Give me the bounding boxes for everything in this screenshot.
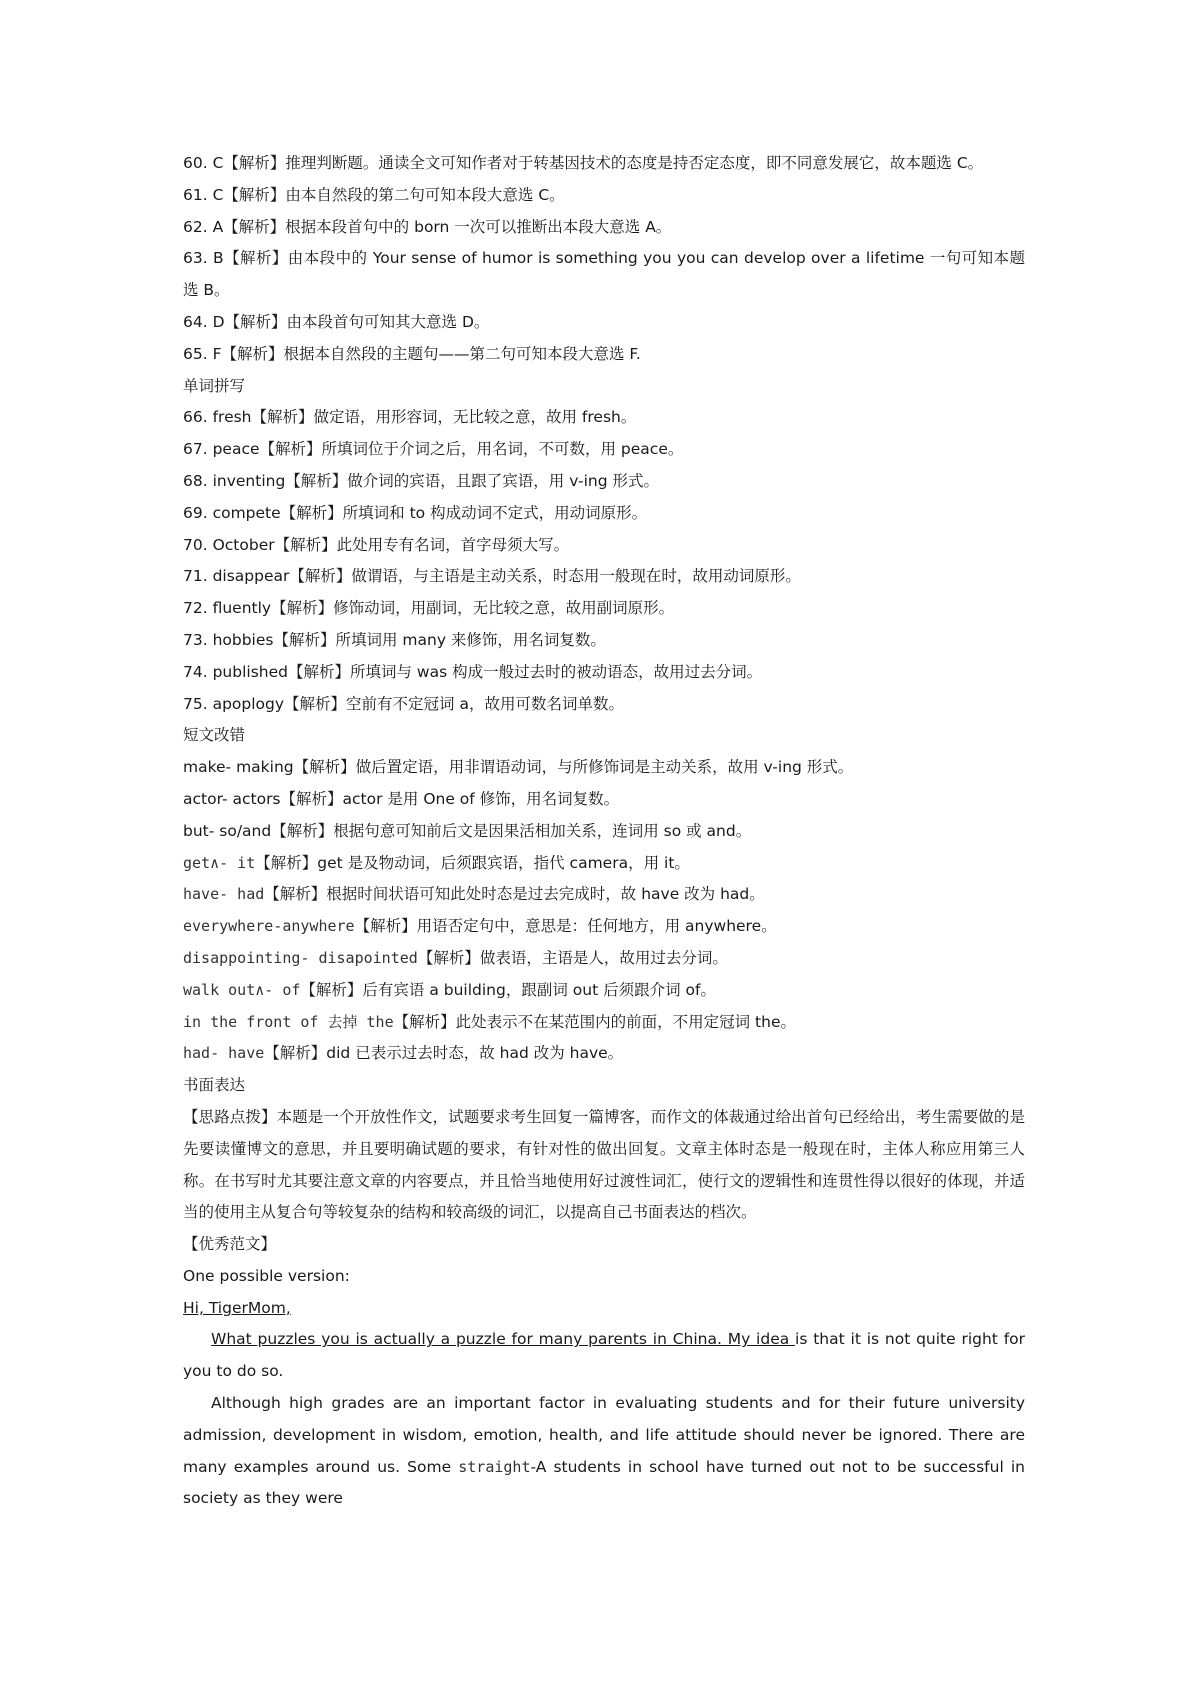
correction-key: have- had (183, 885, 265, 904)
correction-note: 【解析】did 已表示过去时态，故 had 改为 have。 (264, 1044, 624, 1063)
answer-item: 67. peace【解析】所填词位于介词之后，用名词，不可数，用 peace。 (183, 440, 684, 459)
correction-key: make- making (183, 758, 294, 777)
correction-key: get∧- it (183, 853, 256, 872)
correction-item (183, 848, 1025, 880)
correction-item (183, 784, 1025, 816)
essay-underlined-text: What puzzles you is actually a puzzle for many parents in China. My idea (211, 1330, 796, 1349)
correction-item (183, 879, 1025, 911)
answer-item: 62. A【解析】根据本段首句中的 born 一次可以推断出本段大意选 A。 (183, 217, 672, 236)
reading-answers (183, 148, 1025, 371)
essay-paragraph (183, 1388, 1025, 1515)
answer-item: 66. fresh【解析】做定语，用形容词，无比较之意，故用 fresh。 (183, 408, 637, 427)
section-heading: 书面表达 (183, 1076, 246, 1095)
answer-item: 75. apoplogy【解析】空前有不定冠词 a，故用可数名词单数。 (183, 694, 624, 713)
essay-text: is that it is not quite right for you to do so. (183, 1330, 1026, 1381)
correction-item (183, 816, 1025, 848)
answer-item: 64. D【解析】由本段首句可知其大意选 D。 (183, 312, 490, 331)
document-page (183, 148, 1025, 1515)
correction-section (183, 720, 1025, 1070)
section-heading: 短文改错 (183, 726, 246, 745)
answer-item: 74. published【解析】所填词与 was 构成一般过去时的被动语态，故用过去分词。 (183, 662, 763, 681)
essay-paragraph (183, 1324, 1025, 1388)
correction-key: walk out∧- of (183, 980, 301, 999)
correction-note: 【解析】get 是及物动词，后须跟宾语，指代 camera，用 it。 (255, 853, 690, 872)
answer-item: 63. B【解析】由本段中的 Your sense of humor is something you you can develop over a lifetime 一句可知本题选 B。 (183, 249, 1025, 300)
correction-item (183, 752, 1025, 784)
answer-item: 72. fluently【解析】修饰动词，用副词，无比较之意，故用副词原形。 (183, 599, 675, 618)
correction-note: 【解析】用语否定句中，意思是：任何地方，用 anywhere。 (354, 917, 777, 936)
correction-key: disappointing- disapointed (183, 948, 418, 967)
section-heading: 单词拼写 (183, 376, 246, 395)
correction-key: but- so/and (183, 821, 272, 840)
correction-note: 【解析】根据句意可知前后文是因果活相加关系，连词用 so 或 and。 (271, 821, 752, 840)
essay-text: -A students in school have turned out not to be successful in society as they were (183, 1457, 1025, 1508)
answer-item: 70. October【解析】此处用专有名词，首字母须大写。 (183, 535, 570, 554)
writing-section (183, 1070, 1025, 1515)
version-label: One possible version: (183, 1266, 350, 1285)
spelling-section (183, 371, 1025, 721)
correction-key: actor- actors (183, 789, 281, 808)
correction-note: 【解析】后有宾语 a building，跟副词 out 后须跟介词 of。 (300, 980, 716, 999)
correction-note: 【解析】做后置定语，用非谓语动词，与所修饰词是主动关系，故用 v-ing 形式。 (293, 758, 854, 777)
answer-item: 61. C【解析】由本自然段的第二句可知本段大意选 C。 (183, 185, 565, 204)
correction-key: in the front of 去掉 the (183, 1012, 394, 1031)
correction-note: 【解析】actor 是用 One of 修饰，用名词复数。 (280, 789, 620, 808)
essay-text: straight (458, 1457, 531, 1476)
answer-item: 69. compete【解析】所填词和 to 构成动词不定式，用动词原形。 (183, 503, 648, 522)
correction-item (183, 1007, 1025, 1039)
correction-item (183, 975, 1025, 1007)
answer-item: 65. F【解析】根据本自然段的主题句——第二句可知本段大意选 F. (183, 344, 641, 363)
writing-tips: 【思路点拨】本题是一个开放性作文，试题要求考生回复一篇博客，而作文的体裁通过给出首句已经给出，考生需要做的是先要读懂博文的意思，并且要明确试题的要求，有针对性的做出回复。文章主体时态是一般现在时，主体人称应用第三人称。在书写时尤其要注意文章的内容要点，并且恰当地使用好过渡性词汇，使行文的逻辑性和连贯性得以很好的体现，并适当的使用主从复合句等较复杂的结构和较高级的词汇，以提高自己书面表达的档次。 (183, 1107, 1025, 1222)
correction-item (183, 1038, 1025, 1070)
correction-note: 【解析】做表语，主语是人，故用过去分词。 (417, 948, 728, 967)
correction-key: had- have (183, 1044, 265, 1063)
answer-item: 60. C【解析】推理判断题。通读全文可知作者对于转基因技术的态度是持否定态度，即不同意发展它，故本题选 C。 (183, 154, 984, 172)
answer-item: 73. hobbies【解析】所填词用 many 来修饰，用名词复数。 (183, 630, 606, 649)
sample-heading: 【优秀范文】 (183, 1235, 277, 1254)
essay-greeting: Hi, TigerMom, (183, 1298, 291, 1317)
answer-item: 71. disappear【解析】做谓语，与主语是主动关系，时态用一般现在时，故用动词原形。 (183, 567, 801, 586)
correction-key: everywhere-anywhere (183, 917, 355, 936)
correction-item (183, 943, 1025, 975)
essay-text: Although high grades are an important factor in evaluating students and for their future university admission, development in wisdom, emotion, health, and life attitude should never be ignored. There are many examples around us. Some (183, 1394, 1025, 1476)
answer-item: 68. inventing【解析】做介词的宾语，且跟了宾语，用 v-ing 形式。 (183, 471, 659, 490)
correction-note: 【解析】根据时间状语可知此处时态是过去完成时，故 have 改为 had。 (264, 885, 765, 904)
correction-note: 【解析】此处表示不在某范围内的前面，不用定冠词 the。 (393, 1012, 796, 1031)
correction-item (183, 911, 1025, 943)
